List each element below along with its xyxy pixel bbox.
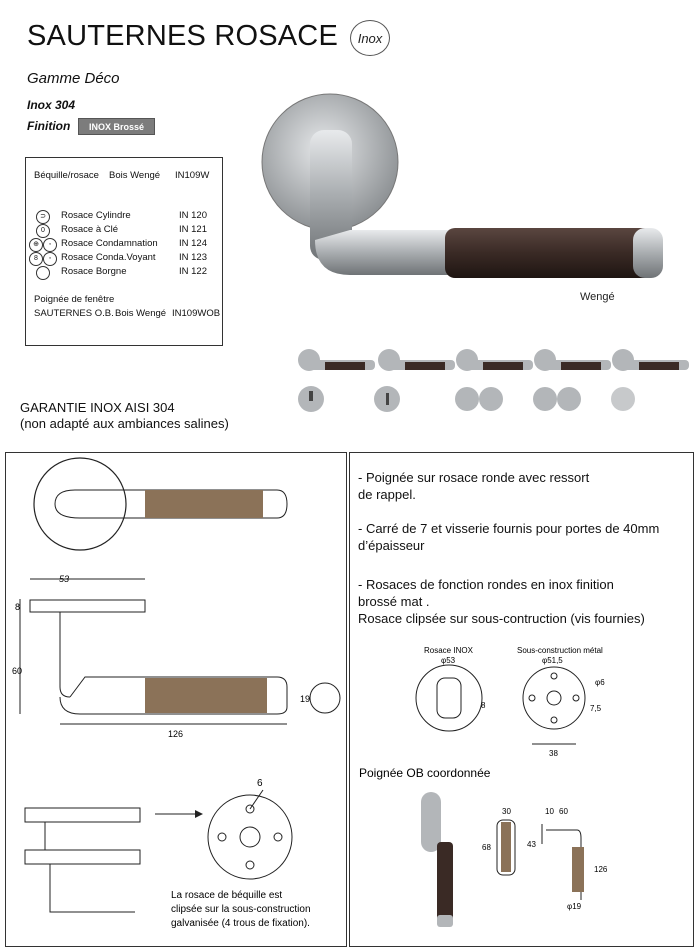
- item-ref: IN 120: [179, 210, 207, 221]
- item-label: Rosace à Clé: [61, 224, 119, 235]
- ob-d68: 68: [482, 843, 491, 852]
- item-label: Rosace Conda.Voyant: [61, 252, 156, 263]
- cylinder-icon: ⊃: [36, 210, 50, 224]
- condemnation-icon: ◦: [43, 238, 57, 252]
- variant-thumbnails: [295, 348, 690, 418]
- rosace-dim: φ53: [441, 656, 456, 665]
- range-name: Gamme Déco: [27, 70, 120, 87]
- rosace-drawings: [349, 452, 692, 945]
- window-ref: IN109WOB: [172, 308, 221, 319]
- finish-chip: INOX Brossé: [78, 118, 155, 135]
- sub-dim: φ51,5: [542, 656, 563, 665]
- item-ref: IN 123: [179, 252, 207, 263]
- clip-note-2: clipsée sur la sous-construction: [171, 904, 311, 915]
- product-photo: [255, 90, 685, 310]
- finish-label: Finition: [27, 119, 71, 133]
- text-line: brossé mat .: [358, 594, 430, 609]
- thumbnail-key: [374, 349, 455, 412]
- clip-note-1: La rosace de béquille est: [171, 890, 283, 901]
- item-ref: IN 122: [179, 266, 207, 277]
- blank-icon: [36, 266, 50, 280]
- clip-note-3: galvanisée (4 trous de fixation).: [171, 918, 310, 929]
- ob-d30: 30: [502, 807, 511, 816]
- guarantee-line1: GARANTIE INOX AISI 304: [20, 400, 175, 415]
- window-name: SAUTERNES O.B.: [34, 308, 114, 319]
- text-line: Rosace clipsée sur sous-contruction (vis fournies): [358, 611, 645, 626]
- rosace-title: Rosace INOX: [424, 646, 473, 655]
- technical-drawings: [5, 452, 345, 945]
- thumbnail-blank: [611, 349, 689, 411]
- item-label: Rosace Borgne: [61, 266, 127, 277]
- text-line: de rappel.: [358, 487, 416, 502]
- window-title: Poignée de fenêtre: [34, 294, 115, 305]
- ob-d43: 43: [527, 840, 536, 849]
- dim-length: 126: [168, 729, 184, 739]
- text-line: d’épaisseur: [358, 538, 425, 553]
- rosace-side: 8: [481, 701, 486, 710]
- sub-title: Sous-construction métal: [517, 646, 603, 655]
- ob-d19: φ19: [567, 902, 582, 911]
- main-ref: IN109W: [175, 170, 210, 181]
- main-wood: Bois Wengé: [109, 170, 161, 181]
- ob-d60: 60: [559, 807, 568, 816]
- sub-offset: 7,5: [590, 704, 602, 713]
- dim-hole: 6: [257, 778, 263, 789]
- inox-badge: Inox: [350, 20, 390, 56]
- indicator-icon: 8: [29, 252, 43, 266]
- thumbnail-condemnation: [455, 349, 533, 411]
- text-line: - Poignée sur rosace ronde avec ressort: [358, 470, 590, 485]
- dim-thickness: 8: [15, 602, 21, 612]
- text-line: - Carré de 7 et visserie fournis pour portes de 40mm: [358, 521, 660, 536]
- dim-width: 53: [59, 574, 70, 584]
- item-ref: IN 124: [179, 238, 207, 249]
- ob-title: Poignée OB coordonnée: [359, 766, 491, 780]
- product-title: SAUTERNES ROSACE: [27, 20, 338, 52]
- ob-d126: 126: [594, 865, 608, 874]
- item-label: Rosace Condamnation: [61, 238, 158, 249]
- sub-hole: φ6: [595, 678, 605, 687]
- guarantee: [20, 400, 229, 432]
- guarantee-line2: (non adapté aux ambiances salines): [20, 416, 229, 431]
- reference-table: [25, 157, 223, 346]
- main-name: Béquille/rosace: [34, 170, 99, 181]
- indicator-icon: ◦: [43, 252, 57, 266]
- ob-d10: 10: [545, 807, 554, 816]
- key-icon: 0: [36, 224, 50, 238]
- thumbnail-indicator: [533, 349, 611, 411]
- text-line: - Rosaces de fonction rondes en inox finition: [358, 577, 614, 592]
- window-wood: Bois Wengé: [115, 308, 167, 319]
- photo-caption: Wengé: [580, 291, 615, 303]
- dim-height: 60: [12, 666, 23, 676]
- material-label: Inox 304: [27, 98, 76, 112]
- condemnation-icon: ⊕: [29, 238, 43, 252]
- item-ref: IN 121: [179, 224, 207, 235]
- item-label: Rosace Cylindre: [61, 210, 131, 221]
- dim-diameter: 19: [300, 694, 311, 704]
- sub-width: 38: [549, 749, 558, 758]
- thumbnail-cylinder: [298, 349, 375, 412]
